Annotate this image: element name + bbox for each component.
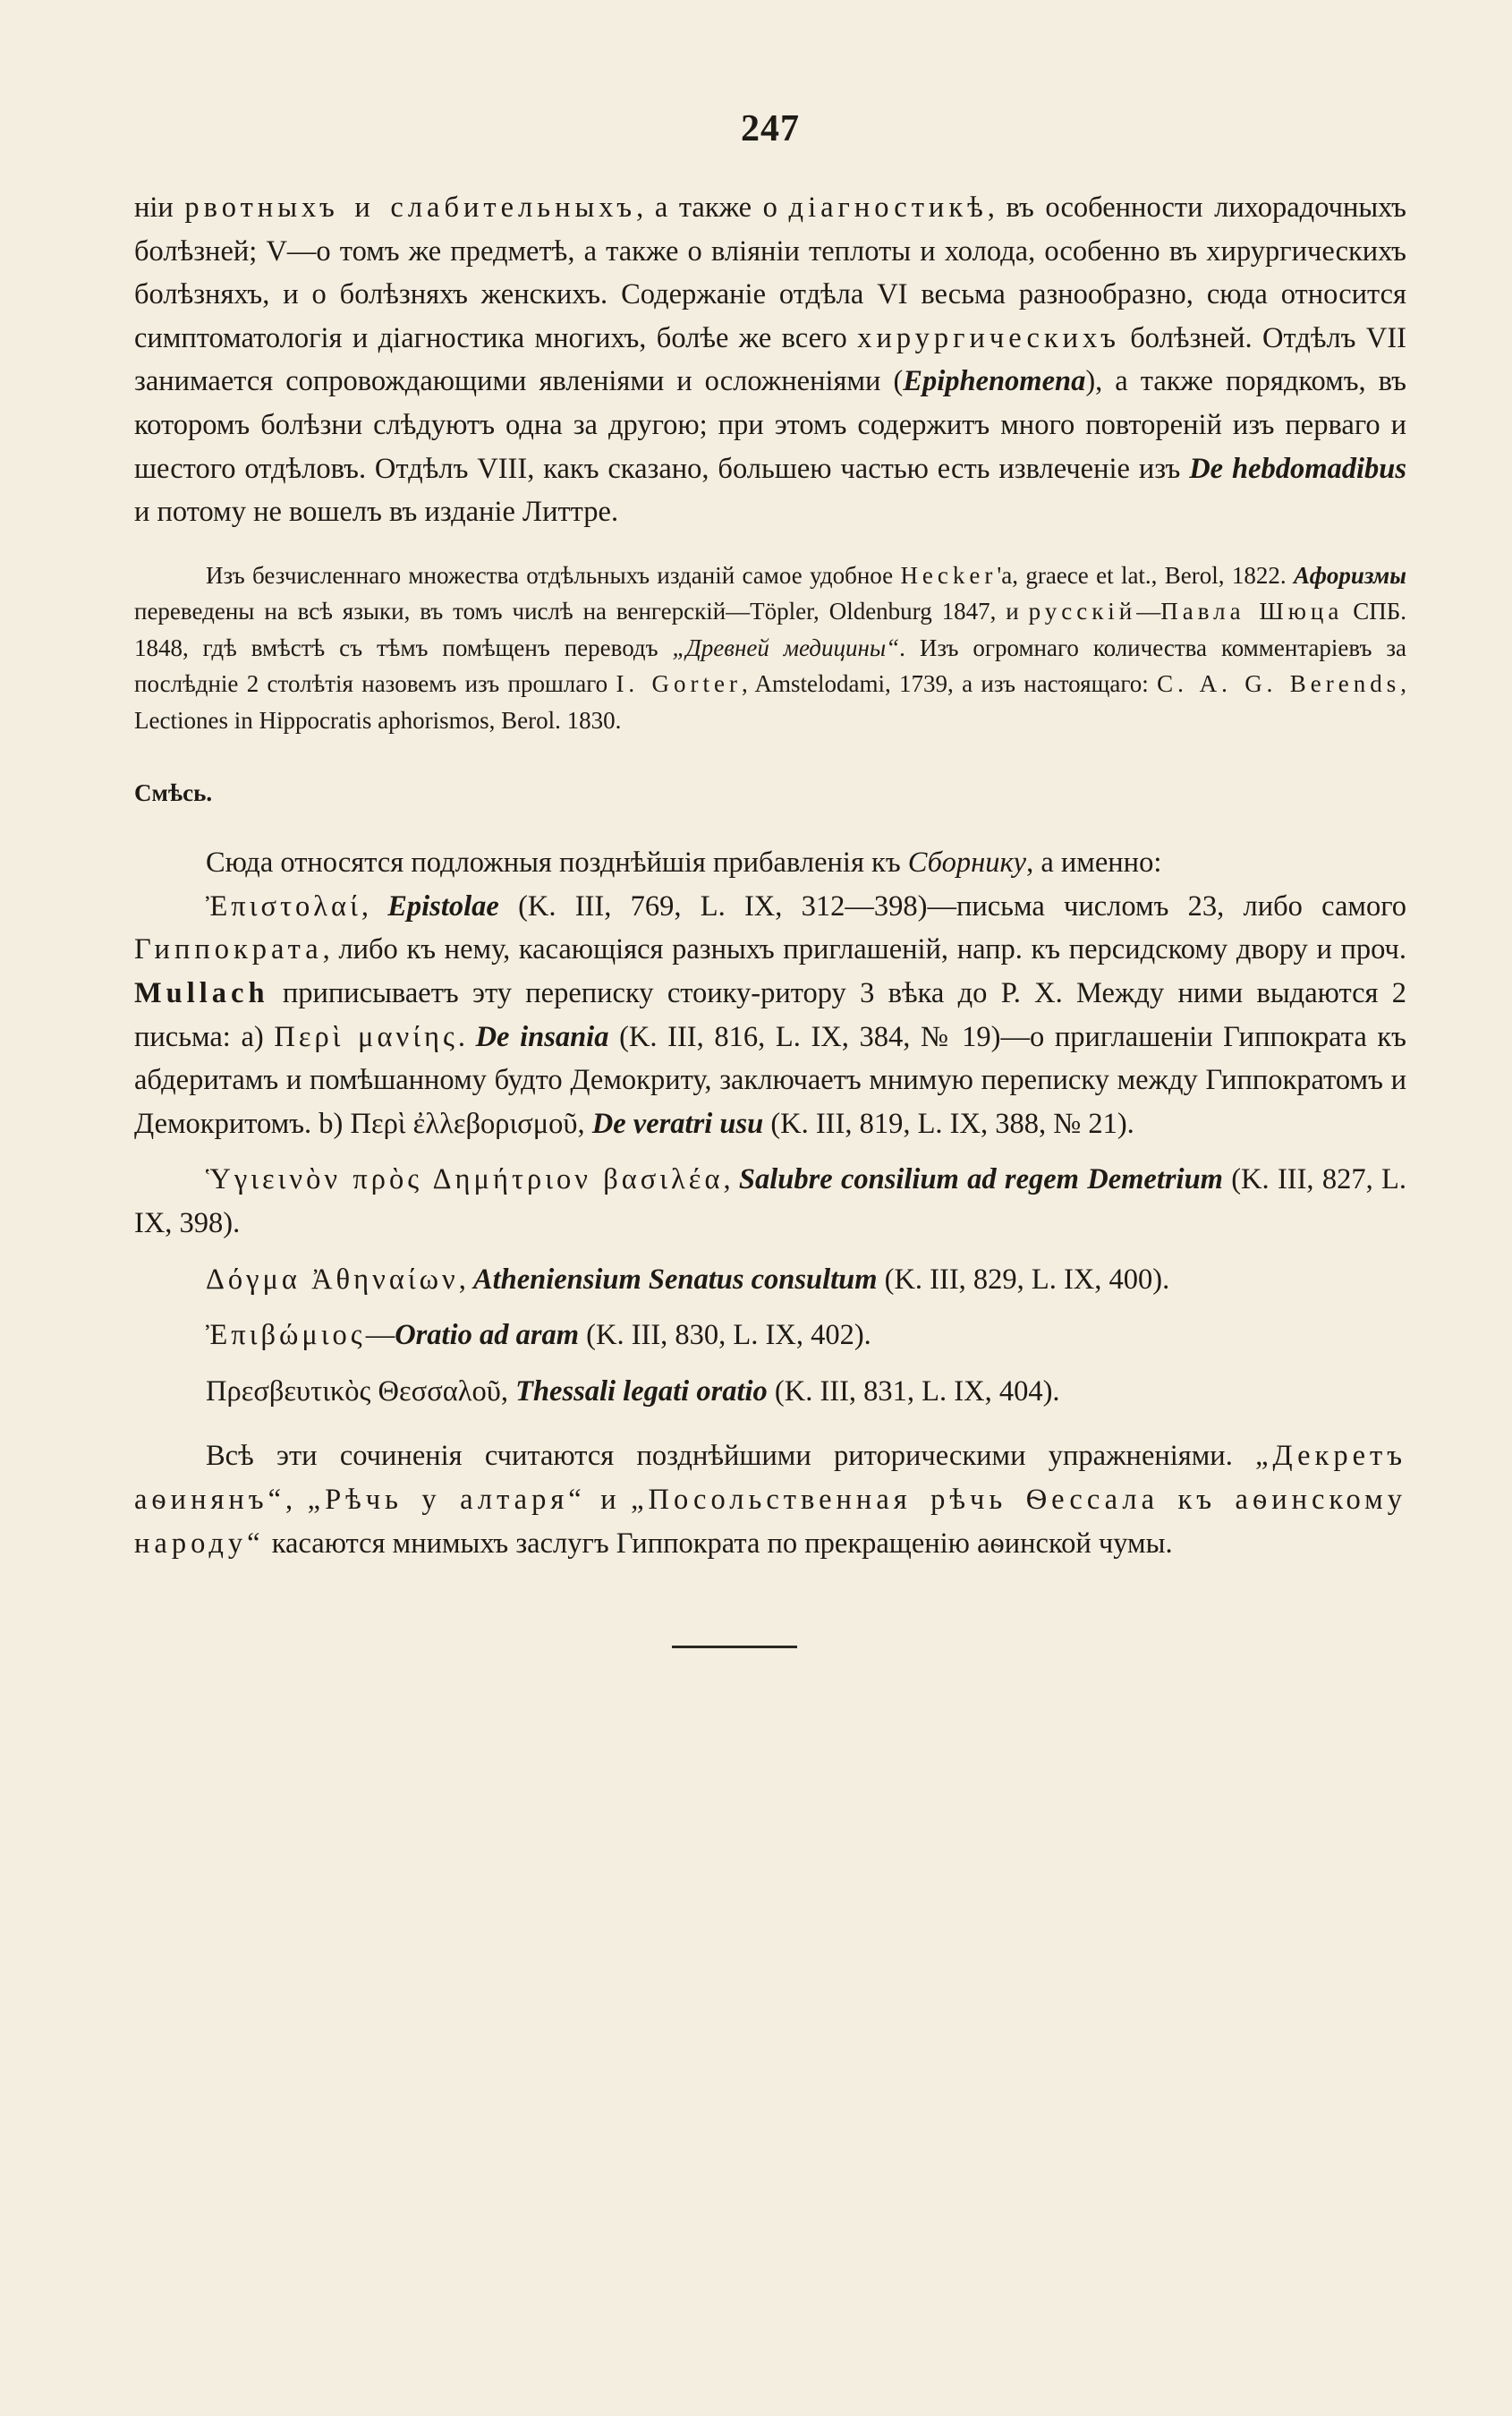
text-run: Сюда относятся подложныя позднѣйшія прибавленія къ xyxy=(206,846,908,880)
text-run: болѣзней. Отдѣлъ VII занимается сопровождающими явленіями и осложненіями ( xyxy=(134,321,1406,398)
text-run: , xyxy=(361,889,388,923)
latin-title: De veratri usu xyxy=(591,1107,764,1140)
text-run: (K. III, 769, L. IX, 312—398)—письма числомъ 23, либо самого xyxy=(498,889,1407,923)
text-run: , а именно: xyxy=(1026,846,1162,880)
text-run: , Amstelodami, 1739, а изъ настоящаго: xyxy=(741,670,1158,698)
greek-title: Δόγμα Ἀθηναίων xyxy=(206,1263,459,1296)
paragraph-salubre xyxy=(134,1158,1406,1245)
author-name: C. A. G. Berends xyxy=(1157,670,1401,698)
latin-title: De hebdomadibus xyxy=(1189,452,1406,485)
spaced-term: русскій xyxy=(1028,598,1137,625)
greek-title: Περὶ μανίης xyxy=(274,1020,458,1053)
paragraph-rhetorical-exercises xyxy=(134,1434,1406,1565)
paragraph-presbeutikos xyxy=(134,1370,1406,1414)
author-name: Павла Шюца xyxy=(1160,598,1344,625)
spaced-term: „Декретъ аѳинянъ“ xyxy=(134,1440,1406,1516)
section-heading: Смѣсь. xyxy=(134,779,213,807)
work-title: Сборнику xyxy=(907,846,1027,880)
text-run: , а также о xyxy=(636,191,789,224)
text-run: (K. III, 819, L. IX, 388, № 21). xyxy=(763,1107,1134,1140)
greek-title: Ἐπιβώμιος xyxy=(206,1319,366,1352)
text-run: Всѣ эти сочиненія считаются позднѣйшими риторическими упражненіями. xyxy=(206,1440,1256,1473)
text-run: , Lectiones in Hippocratis aphorismos, Berol. 1830. xyxy=(134,670,1406,734)
text-run: (K. III, 829, L. IX, 400). xyxy=(877,1263,1170,1296)
text-run: (K. III, 827, L. IX, 398). xyxy=(134,1163,1406,1239)
greek-title: Ἐπιστολαί xyxy=(206,889,361,923)
text-run: , либо къ нему, касающіяся разныхъ приглашеній, напр. къ персидскому двору и проч. xyxy=(322,933,1406,966)
author-name: I. Gorter xyxy=(616,670,742,698)
author-name: Hecker xyxy=(900,561,998,589)
text-run: (K. III, 830, L. IX, 402). xyxy=(579,1319,871,1352)
text-run: . xyxy=(457,1020,476,1053)
paragraph-dogma xyxy=(134,1258,1406,1302)
text-run: — xyxy=(365,1319,395,1352)
text-run: , xyxy=(723,1163,739,1196)
page-number: 247 xyxy=(741,108,800,149)
text-run: Изъ безчисленнаго множества отдѣльныхъ изданій самое удобное xyxy=(206,561,901,589)
text-run: и потому не вошелъ въ изданіе Литтре. xyxy=(134,496,619,529)
text-run: касаются мнимыхъ заслугъ Гиппократа по прекращенію аѳинской чумы. xyxy=(264,1527,1173,1560)
latin-title: Epistolae xyxy=(387,889,499,923)
text-run: (K. III, 816, L. IX, 384, № 19)—о приглашеніи Гиппократа къ абдеритамъ и помѣшанному будто Демокриту, заключаетъ мнимую переписку между Гиппократомъ и Демокритомъ. b) xyxy=(134,1020,1406,1140)
text-run: , xyxy=(500,1374,516,1408)
latin-title: Thessali legati oratio xyxy=(515,1374,768,1408)
author-name: Гиппократа xyxy=(134,933,323,966)
paragraph-epistolae xyxy=(134,885,1406,1146)
footnote-editions xyxy=(134,557,1406,739)
text-run: ніи xyxy=(134,191,185,224)
greek-title: Ὑγιεινὸν πρὸς Δημήτριον βασιλέα xyxy=(206,1163,724,1196)
text-run: , xyxy=(577,1107,592,1140)
greek-title: Πρεσβευτικὸς Θεσσαλοῦ xyxy=(206,1374,501,1408)
spaced-term: „Рѣчь у алтаря“ xyxy=(307,1483,586,1516)
latin-title: De insania xyxy=(475,1020,609,1053)
author-name: Mullach xyxy=(134,977,269,1010)
latin-title: Salubre consilium ad regem Demetrium xyxy=(738,1163,1223,1196)
text-run: , въ особенности лихорадочныхъ болѣзней; V—о томъ же предметѣ, а также о вліяніи теплоты и холода, особенно въ хирургическихъ болѣзняхъ, и о болѣзняхъ женскихъ. Содержаніе отдѣла VI весьма разнообразно, сюда относится симптоматологія и діагностика многихъ, болѣе же всего xyxy=(134,191,1406,354)
text-run: ), а также порядкомъ, въ которомъ болѣзни слѣдуютъ одна за другою; при этомъ содержитъ много повтореній изъ перваго и шестого отдѣловъ. Отдѣлъ VIII, какъ сказано, большею частью есть извлеченіе изъ xyxy=(134,365,1406,485)
text-run: . Изъ огромнаго количества комментаріевъ за послѣдніе 2 столѣтія назовемъ изъ прошлаго xyxy=(134,634,1406,698)
spaced-term: рвотныхъ и слабительныхъ xyxy=(184,191,637,224)
text-run: переведены на всѣ языки, въ томъ числѣ на венгерскій—Töpler, Oldenburg 1847, и xyxy=(134,598,1029,625)
text-run: и xyxy=(585,1483,632,1516)
text-run: СПБ. 1848, гдѣ вмѣстѣ съ тѣмъ помѣщенъ переводъ xyxy=(134,598,1406,661)
work-title: „Древней медицины“ xyxy=(672,634,900,661)
greek-title: Περὶ ἐλλεβορισμοῦ xyxy=(350,1107,578,1140)
spaced-term: „Посольственная рѣчь Ѳессала къ аѳинскому народу“ xyxy=(134,1483,1406,1560)
spaced-term: хирургическихъ xyxy=(857,321,1120,354)
text-run: (K. III, 831, L. IX, 404). xyxy=(767,1374,1060,1408)
text-run: , xyxy=(285,1483,308,1516)
paragraph-spurious-works xyxy=(134,841,1406,885)
paragraph-epibomios xyxy=(134,1314,1406,1357)
spaced-term: діагностикѣ xyxy=(788,191,988,224)
end-rule xyxy=(672,1646,797,1648)
latin-title: Oratio ad aram xyxy=(395,1319,580,1352)
text-run: приписываетъ эту переписку стоику-ритору 3 вѣка до Р. Х. Между ними выдаются 2 письма: a) xyxy=(134,977,1406,1053)
work-title: Афоризмы xyxy=(1293,561,1407,589)
latin-term: Epiphenomena xyxy=(903,365,1086,398)
text-run: 'а, graece et lat., Berol, 1822. xyxy=(997,561,1294,589)
text-run: — xyxy=(1136,598,1161,625)
text-run: , xyxy=(458,1263,473,1296)
latin-title: Atheniensium Senatus consultum xyxy=(472,1263,878,1296)
paragraph-aphorisms-sections xyxy=(134,186,1406,534)
